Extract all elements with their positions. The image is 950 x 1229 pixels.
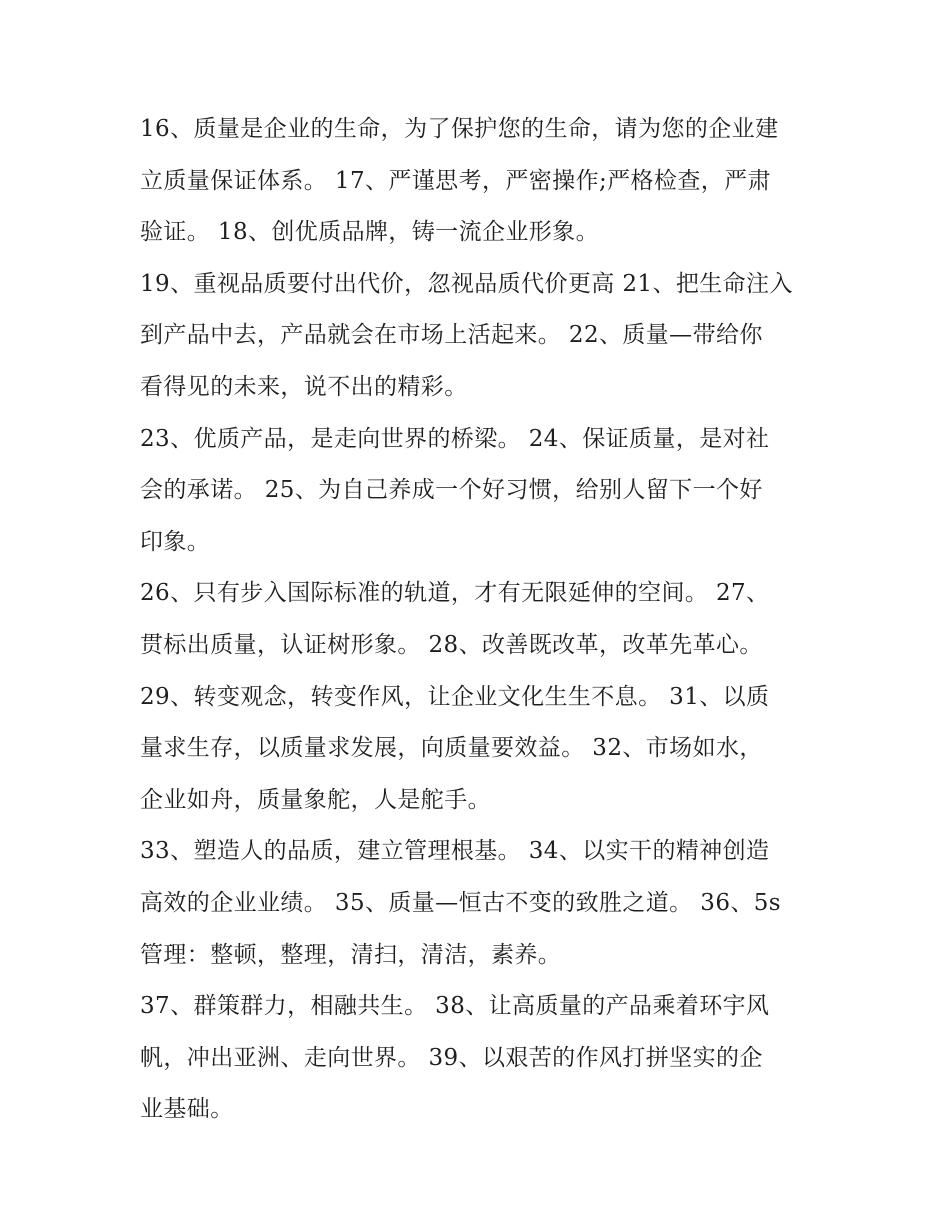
document-body [140, 104, 820, 1136]
text-line: 高效的企业业绩。 35、质量—恒古不变的致胜之道。 36、5s [140, 889, 781, 916]
text-line: 29、转变观念，转变作风，让企业文化生生不息。 31、以质 [140, 683, 770, 710]
text-line: 会的承诺。 25、为自己养成一个好习惯，给别人留下一个好 [140, 477, 763, 504]
text-line: 33、塑造人的品质，建立管理根基。 34、以实干的精神创造 [140, 838, 770, 865]
text-line: 印象。 [140, 528, 211, 555]
text-line: 23、优质产品，是走向世界的桥梁。 24、保证质量，是对社 [140, 425, 770, 452]
text-line: 立质量保证体系。 17、严谨思考，严密操作;严格检查，严肃 [140, 167, 771, 194]
text-line: 贯标出质量，认证树形象。 28、改善既改革，改革先革心。 [140, 631, 763, 658]
text-line: 19、重视品质要付出代价，忽视品质代价更高 21、把生命注入 [140, 270, 793, 297]
text-line: 验证。 18、创优质品牌，铸一流企业形象。 [140, 219, 599, 246]
text-line: 帆，冲出亚洲、走向世界。 39、以艰苦的作风打拼坚实的企 [140, 1044, 763, 1071]
text-line: 管理：整顿，整理，清扫，清洁，素养。 [140, 941, 562, 968]
text-line: 到产品中去，产品就会在市场上活起来。 22、质量—带给你 [140, 322, 763, 349]
text-line: 看得见的未来，说不出的精彩。 [140, 373, 468, 400]
text-line: 26、只有步入国际标准的轨道，才有无限延伸的空间。 27、 [140, 580, 770, 607]
text-line: 37、群策群力，相融共生。 38、让高质量的产品乘着环宇风 [140, 993, 770, 1020]
text-line: 业基础。 [140, 1096, 234, 1123]
text-line: 16、质量是企业的生命，为了保护您的生命，请为您的企业建 [140, 116, 779, 142]
text-line: 量求生存，以质量求发展，向质量要效益。 32、市场如水， [140, 735, 763, 762]
text-line: 企业如舟，质量象舵，人是舵手。 [140, 786, 491, 813]
